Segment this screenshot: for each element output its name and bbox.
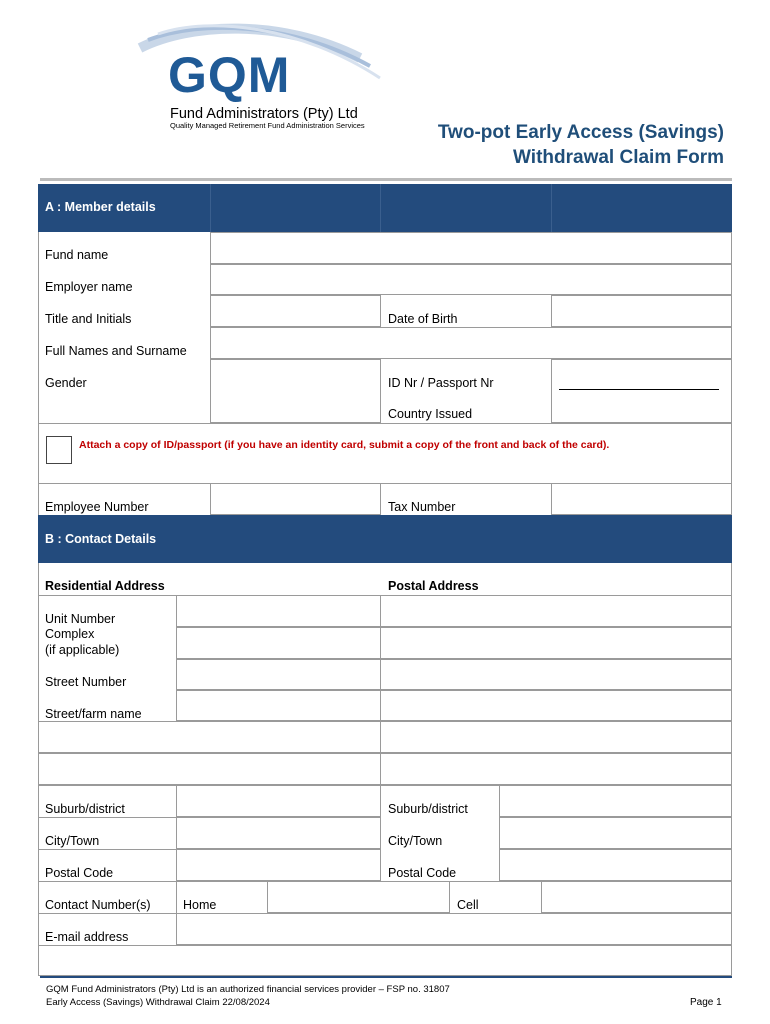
complex-label: Complex (45, 627, 95, 641)
section-a-title: A : Member details (45, 200, 156, 214)
postal-line6-field[interactable] (380, 753, 732, 785)
res-suburb-label: Suburb/district (45, 802, 125, 816)
cell-phone-label: Cell (457, 898, 479, 912)
contact-numbers-label: Contact Number(s) (45, 898, 151, 912)
cell-phone-field[interactable] (541, 881, 732, 913)
country-issued-label: Country Issued (388, 407, 473, 421)
res-complex-field[interactable] (176, 627, 381, 659)
title-initials-field[interactable] (210, 295, 381, 327)
postal-city-field[interactable] (499, 817, 732, 849)
res-address-line5[interactable] (38, 721, 381, 753)
logo-wordmark: GQM (168, 47, 291, 103)
attach-id-note: Attach a copy of ID/passport (if you have an identity card, submit a copy of the front and back of the card). (79, 439, 610, 451)
footer-page-number: Page 1 (690, 997, 722, 1008)
full-names-field[interactable] (210, 327, 732, 359)
id-nr-field[interactable] (551, 359, 732, 423)
res-city-field[interactable] (176, 817, 381, 849)
logo-company-name: Fund Administrators (Pty) Ltd (170, 106, 358, 122)
res-postal-code-field[interactable] (176, 849, 381, 881)
postal-line5-field[interactable] (380, 721, 732, 753)
footer-fsp-note: GQM Fund Administrators (Pty) Ltd is an authorized financial services provider – FSP no. 31807 (46, 984, 450, 995)
res-address-line6[interactable] (38, 753, 381, 785)
postal-suburb-label: Suburb/district (388, 802, 468, 816)
email-field[interactable] (176, 913, 732, 945)
section-b-title: B : Contact Details (45, 532, 157, 546)
postal-suburb-field[interactable] (499, 785, 732, 817)
logo-tagline: Quality Managed Retirement Fund Administration Services (170, 121, 365, 130)
gender-field[interactable] (210, 359, 381, 423)
res-city-label: City/Town (45, 834, 100, 848)
postal-line2-field[interactable] (380, 627, 732, 659)
employee-number-label: Employee Number (45, 500, 149, 514)
employer-name-label: Employer name (45, 280, 133, 294)
postal-city-label: City/Town (388, 834, 443, 848)
header-divider (40, 178, 732, 181)
if-applicable-label: (if applicable) (45, 643, 120, 657)
residential-address-heading: Residential Address (45, 579, 165, 593)
gender-label: Gender (45, 376, 87, 390)
postal-line1-field[interactable] (380, 595, 732, 627)
footer-form-version: Early Access (Savings) Withdrawal Claim 22/08/2024 (46, 997, 270, 1008)
res-unit-number-field[interactable] (176, 595, 381, 627)
home-phone-field[interactable] (267, 881, 450, 913)
id-nr-underline (559, 389, 719, 390)
id-attached-checkbox[interactable] (46, 436, 72, 464)
postal-code-field[interactable] (499, 849, 732, 881)
employee-number-field[interactable] (210, 483, 381, 515)
tax-number-field[interactable] (551, 483, 732, 515)
res-postal-code-label: Postal Code (45, 866, 114, 880)
id-nr-label: ID Nr / Passport Nr (388, 376, 494, 390)
res-street-number-field[interactable] (176, 659, 381, 690)
res-street-farm-field[interactable] (176, 690, 381, 721)
form-title-line2: Withdrawal Claim Form (513, 147, 724, 168)
employer-name-field[interactable] (210, 264, 732, 295)
postal-line3-field[interactable] (380, 659, 732, 690)
unit-number-label: Unit Number (45, 612, 116, 626)
res-suburb-field[interactable] (176, 785, 381, 817)
form-title-line1: Two-pot Early Access (Savings) (437, 122, 724, 143)
full-names-label: Full Names and Surname (45, 344, 187, 358)
title-initials-label: Title and Initials (45, 312, 132, 326)
dob-field[interactable] (551, 295, 732, 327)
fund-name-label: Fund name (45, 248, 109, 262)
postal-line4-field[interactable] (380, 690, 732, 721)
dob-label: Date of Birth (388, 312, 458, 326)
postal-address-heading: Postal Address (388, 579, 479, 593)
postal-code-label: Postal Code (388, 866, 457, 880)
tax-number-label: Tax Number (388, 500, 456, 514)
home-phone-label: Home (183, 898, 217, 912)
fund-name-field[interactable] (210, 232, 732, 264)
street-number-label: Street Number (45, 675, 127, 689)
email-label: E-mail address (45, 930, 129, 944)
street-farm-label: Street/farm name (45, 707, 142, 721)
footer-divider (40, 976, 732, 978)
